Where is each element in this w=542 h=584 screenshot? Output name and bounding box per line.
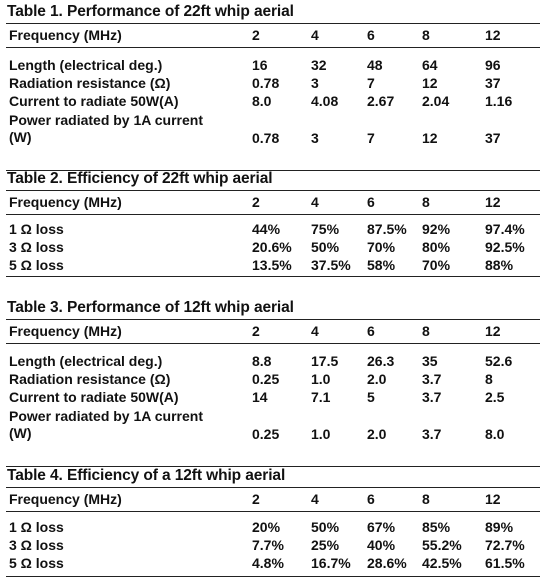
header-cell: 8 <box>422 491 430 507</box>
table-row <box>6 370 540 388</box>
table-cell: 80% <box>422 239 451 255</box>
table-cell: 28.6% <box>367 555 407 571</box>
table-cell: 37 <box>485 75 501 91</box>
header-cell: 2 <box>252 491 260 507</box>
header-cell: 6 <box>367 491 375 507</box>
row-label: 5 Ω loss <box>9 555 64 571</box>
table-cell: 7.7% <box>252 537 284 553</box>
table-header-row <box>6 23 540 48</box>
row-label: Length (electrical deg.) <box>9 57 163 73</box>
table-cell: 25% <box>311 537 340 553</box>
row-label: Current to radiate 50W(A) <box>9 389 179 405</box>
row-label-continued: (W) <box>9 129 32 145</box>
table-cell: 8.8 <box>252 353 272 369</box>
table-cell: 20% <box>252 519 281 535</box>
row-label: 3 Ω loss <box>9 239 64 255</box>
table-row <box>6 56 540 74</box>
table-2 <box>6 168 540 277</box>
table-cell: 96 <box>485 57 501 73</box>
table-title: Table 3. Performance of 12ft whip aerial <box>7 299 294 316</box>
table-cell: 52.6 <box>485 353 513 369</box>
table-cell: 7 <box>367 130 375 146</box>
table-header-row <box>6 190 540 215</box>
row-label: Length (electrical deg.) <box>9 353 163 369</box>
table-cell: 92% <box>422 221 451 237</box>
table-cell: 58% <box>367 257 396 273</box>
table-title: Table 1. Performance of 22ft whip aerial <box>7 3 294 20</box>
table-cell: 48 <box>367 57 383 73</box>
table-cell: 2.0 <box>367 426 387 442</box>
table-cell: 75% <box>311 221 340 237</box>
table-cell: 72.7% <box>485 537 525 553</box>
table-cell: 35 <box>422 353 438 369</box>
row-label: 1 Ω loss <box>9 221 64 237</box>
header-cell: 4 <box>311 27 319 43</box>
table-cell: 1.16 <box>485 93 513 109</box>
header-cell: 2 <box>252 27 260 43</box>
row-label: 5 Ω loss <box>9 257 64 273</box>
header-cell: 8 <box>422 194 430 210</box>
table-cell: 12 <box>422 75 438 91</box>
table-cell: 20.6% <box>252 239 292 255</box>
table-row <box>6 352 540 370</box>
table-row <box>6 238 540 256</box>
table-row <box>6 408 540 442</box>
header-cell: 2 <box>252 194 260 210</box>
table-cell: 89% <box>485 519 514 535</box>
table-title: Table 4. Efficiency of a 12ft whip aerial <box>7 467 286 484</box>
table-cell: 12 <box>422 130 438 146</box>
header-cell: 4 <box>311 491 319 507</box>
table-cell: 70% <box>422 257 451 273</box>
table-1 <box>6 1 540 171</box>
table-cell: 3.7 <box>422 389 442 405</box>
row-label: Power radiated by 1A current <box>9 408 203 424</box>
table-body <box>6 48 540 171</box>
table-cell: 17.5 <box>311 353 339 369</box>
header-cell: 12 <box>485 194 501 210</box>
table-cell: 50% <box>311 519 340 535</box>
table-header-row <box>6 487 540 512</box>
table-cell: 13.5% <box>252 257 292 273</box>
table-cell: 88% <box>485 257 514 273</box>
table-cell: 16.7% <box>311 555 351 571</box>
table-cell: 37.5% <box>311 257 351 273</box>
table-row <box>6 554 540 572</box>
table-body <box>6 215 540 277</box>
row-label: Current to radiate 50W(A) <box>9 93 179 109</box>
row-label: Radiation resistance (Ω) <box>9 75 171 91</box>
table-cell: 97.4% <box>485 221 525 237</box>
table-cell: 70% <box>367 239 396 255</box>
table-cell: 4.08 <box>311 93 339 109</box>
header-cell: 6 <box>367 323 375 339</box>
table-cell: 64 <box>422 57 438 73</box>
header-cell: 12 <box>485 491 501 507</box>
header-cell: 2 <box>252 323 260 339</box>
row-label: Radiation resistance (Ω) <box>9 371 171 387</box>
table-cell: 92.5% <box>485 239 525 255</box>
row-label-continued: (W) <box>9 425 32 441</box>
table-cell: 50% <box>311 239 340 255</box>
table-cell: 8.0 <box>252 93 272 109</box>
table-cell: 0.25 <box>252 371 280 387</box>
table-cell: 8.0 <box>485 426 505 442</box>
header-cell: 6 <box>367 194 375 210</box>
header-label: Frequency (MHz) <box>9 491 122 507</box>
table-cell: 87.5% <box>367 221 407 237</box>
table-header-row <box>6 319 540 344</box>
table-cell: 2.5 <box>485 389 505 405</box>
row-label: Power radiated by 1A current <box>9 112 203 128</box>
table-body <box>6 344 540 467</box>
table-row <box>6 92 540 110</box>
table-cell: 67% <box>367 519 396 535</box>
table-cell: 61.5% <box>485 555 525 571</box>
table-cell: 2.04 <box>422 93 450 109</box>
row-label: 1 Ω loss <box>9 519 64 535</box>
table-cell: 44% <box>252 221 281 237</box>
table-cell: 7 <box>367 75 375 91</box>
table-cell: 5 <box>367 389 375 405</box>
table-3 <box>6 297 540 467</box>
table-row <box>6 518 540 536</box>
table-cell: 7.1 <box>311 389 331 405</box>
header-cell: 8 <box>422 27 430 43</box>
table-cell: 0.78 <box>252 130 280 146</box>
table-cell: 37 <box>485 130 501 146</box>
table-cell: 0.78 <box>252 75 280 91</box>
table-cell: 4.8% <box>252 555 284 571</box>
header-cell: 8 <box>422 323 430 339</box>
table-title: Table 2. Efficiency of 22ft whip aerial <box>7 170 273 187</box>
table-4 <box>6 465 540 577</box>
row-label: 3 Ω loss <box>9 537 64 553</box>
table-cell: 8 <box>485 371 493 387</box>
table-cell: 1.0 <box>311 371 331 387</box>
header-cell: 12 <box>485 323 501 339</box>
table-cell: 3.7 <box>422 426 442 442</box>
table-cell: 1.0 <box>311 426 331 442</box>
header-label: Frequency (MHz) <box>9 27 122 43</box>
table-cell: 40% <box>367 537 396 553</box>
table-cell: 26.3 <box>367 353 395 369</box>
table-cell: 42.5% <box>422 555 462 571</box>
table-row <box>6 388 540 406</box>
header-cell: 4 <box>311 323 319 339</box>
header-label: Frequency (MHz) <box>9 323 122 339</box>
header-cell: 12 <box>485 27 501 43</box>
table-cell: 2.0 <box>367 371 387 387</box>
table-cell: 3.7 <box>422 371 442 387</box>
table-row <box>6 256 540 274</box>
header-label: Frequency (MHz) <box>9 194 122 210</box>
table-cell: 2.67 <box>367 93 395 109</box>
table-cell: 3 <box>311 130 319 146</box>
table-row <box>6 220 540 238</box>
table-cell: 14 <box>252 389 268 405</box>
table-cell: 85% <box>422 519 451 535</box>
table-cell: 16 <box>252 57 268 73</box>
table-cell: 55.2% <box>422 537 462 553</box>
header-cell: 4 <box>311 194 319 210</box>
table-cell: 0.25 <box>252 426 280 442</box>
table-body <box>6 512 540 577</box>
table-cell: 3 <box>311 75 319 91</box>
table-row <box>6 112 540 146</box>
header-cell: 6 <box>367 27 375 43</box>
table-row <box>6 536 540 554</box>
table-row <box>6 74 540 92</box>
table-cell: 32 <box>311 57 327 73</box>
